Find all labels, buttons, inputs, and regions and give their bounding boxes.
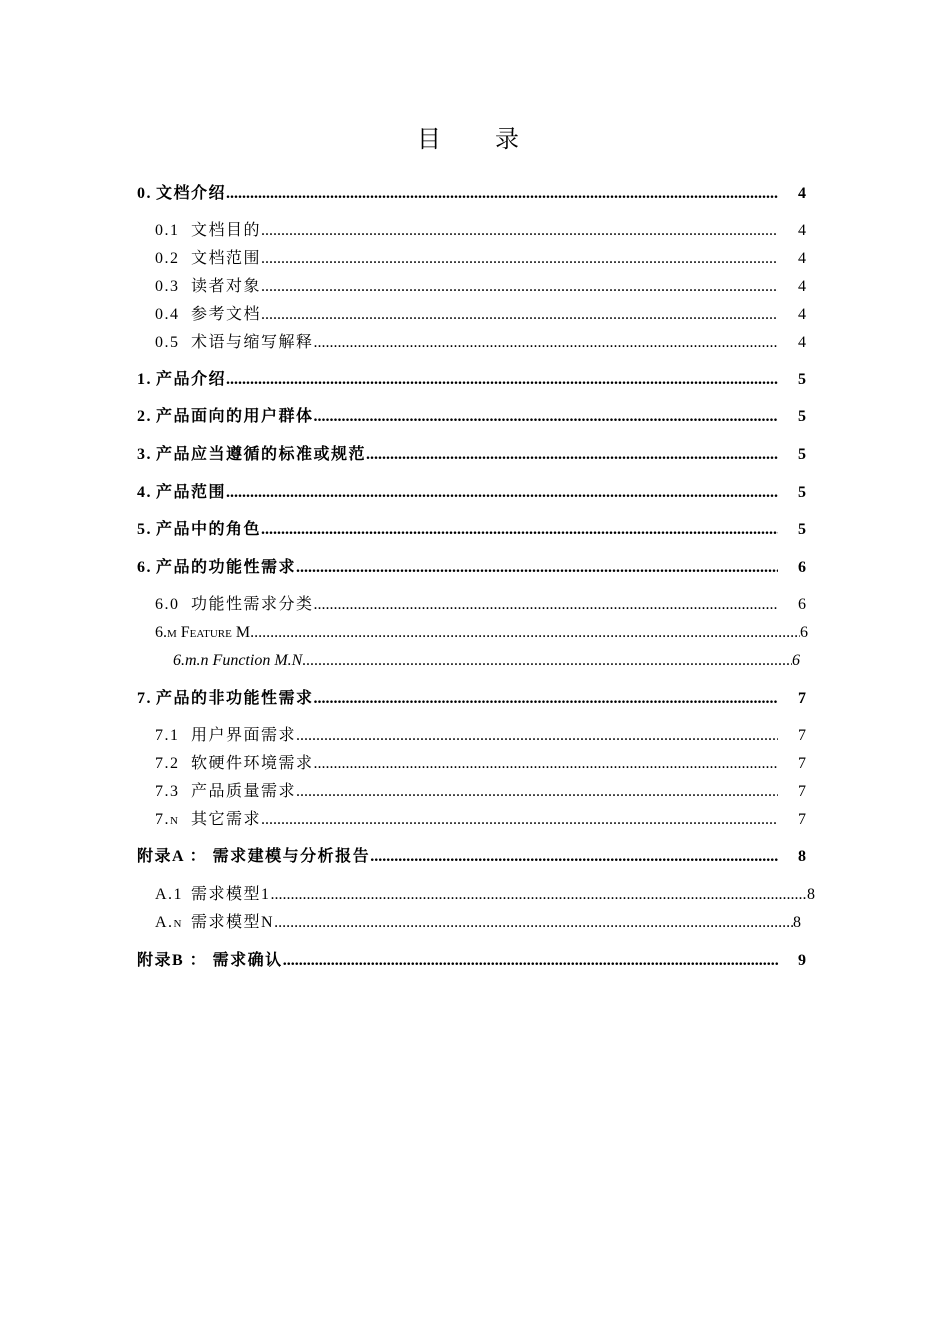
toc-title: 产品的功能性需求 xyxy=(156,559,297,576)
toc-title: 术语与缩写解释 xyxy=(191,334,314,351)
toc-number: A.n xyxy=(155,914,183,931)
toc-leader xyxy=(296,781,778,803)
toc-leader xyxy=(314,332,778,354)
toc-entry[interactable] xyxy=(137,519,806,541)
toc-leader xyxy=(314,688,778,710)
toc-page-number: 5 xyxy=(798,484,806,501)
toc-title: 文档介绍 xyxy=(156,185,227,202)
toc-leader xyxy=(226,183,778,205)
toc-page-number: 8 xyxy=(798,848,806,865)
toc-page-number: 6 xyxy=(792,652,800,669)
toc-page-number: 4 xyxy=(798,278,806,295)
toc-leader xyxy=(283,950,778,972)
toc-entry[interactable] xyxy=(137,183,806,205)
toc-title: 其它需求 xyxy=(191,811,262,828)
toc-title: 附录B ： 需求确认 xyxy=(137,952,283,969)
toc-title: 产品质量需求 xyxy=(191,783,297,800)
toc-entry[interactable] xyxy=(137,688,806,710)
toc-page-number: 4 xyxy=(798,306,806,323)
toc-title: 文档范围 xyxy=(191,250,262,267)
toc-entry[interactable] xyxy=(173,650,800,672)
toc-title: 用户界面需求 xyxy=(191,727,297,744)
toc-entry[interactable] xyxy=(155,809,806,831)
toc-page-number: 4 xyxy=(798,250,806,267)
toc-title: 产品介绍 xyxy=(156,371,227,388)
toc-leader xyxy=(274,912,793,934)
toc-leader xyxy=(370,846,778,868)
toc-title: 6.m.n Function M.N xyxy=(173,652,303,669)
toc-page-number: 4 xyxy=(798,222,806,239)
toc-entry[interactable] xyxy=(137,557,806,579)
toc-entry[interactable] xyxy=(137,444,806,466)
toc-page-number: 7 xyxy=(798,755,806,772)
toc-title: 产品面向的用户群体 xyxy=(156,408,314,425)
toc-page-number: 7 xyxy=(798,690,806,707)
toc-leader xyxy=(261,220,778,242)
toc-page-number: 7 xyxy=(798,811,806,828)
toc-page-number: 5 xyxy=(798,408,806,425)
toc-leader xyxy=(261,519,778,541)
toc-entry[interactable] xyxy=(155,220,806,242)
toc-number: A.1 xyxy=(155,886,184,903)
toc-leader xyxy=(261,276,778,298)
toc-title: 6.m Feature M xyxy=(155,624,251,641)
toc-title: 读者对象 xyxy=(191,278,262,295)
toc-title: 产品的非功能性需求 xyxy=(156,690,314,707)
toc-leader xyxy=(314,753,778,775)
toc-entry[interactable] xyxy=(155,248,806,270)
toc-leader xyxy=(261,809,778,831)
toc-leader xyxy=(366,444,778,466)
toc-leader xyxy=(226,369,778,391)
toc-page-number: 8 xyxy=(807,886,815,903)
toc-leader xyxy=(296,557,778,579)
toc-entry[interactable] xyxy=(137,846,806,868)
toc-number: 7.1 xyxy=(155,727,180,744)
toc-page-number: 6 xyxy=(798,596,806,613)
toc-title: 需求模型1 xyxy=(191,886,271,903)
toc-page-number: 6 xyxy=(798,559,806,576)
toc-number: 7.3 xyxy=(155,783,180,800)
toc-leader xyxy=(250,622,800,644)
toc-title: 文档目的 xyxy=(191,222,262,239)
toc-entry[interactable] xyxy=(137,369,806,391)
toc-title: 产品中的角色 xyxy=(156,521,262,538)
toc-number: 0.2 xyxy=(155,250,180,267)
toc-number: 6.0 xyxy=(155,596,180,613)
toc-entry[interactable] xyxy=(137,406,806,428)
toc-leader xyxy=(261,304,778,326)
toc-page-number: 4 xyxy=(798,334,806,351)
toc-number: 1. xyxy=(137,371,152,388)
toc-entry[interactable] xyxy=(155,276,806,298)
toc-page-number: 7 xyxy=(798,783,806,800)
toc-number: 3. xyxy=(137,446,152,463)
toc-entry[interactable] xyxy=(137,950,806,972)
toc-title: 功能性需求分类 xyxy=(191,596,314,613)
toc-leader xyxy=(261,248,778,270)
toc-number: 7.2 xyxy=(155,755,180,772)
toc-page-number: 7 xyxy=(798,727,806,744)
toc-number: 6. xyxy=(137,559,152,576)
toc-entry[interactable] xyxy=(155,594,806,616)
toc-leader xyxy=(296,725,778,747)
toc-leader xyxy=(226,482,778,504)
toc-page-number: 8 xyxy=(793,914,801,931)
toc-number: 0.5 xyxy=(155,334,180,351)
toc-number: 7.n xyxy=(155,811,180,828)
toc-page-number: 5 xyxy=(798,446,806,463)
toc-number: 0.1 xyxy=(155,222,180,239)
toc-page-number: 5 xyxy=(798,521,806,538)
toc-entry[interactable] xyxy=(155,912,801,934)
toc-entry[interactable] xyxy=(137,482,806,504)
toc-number: 5. xyxy=(137,521,152,538)
toc-number: 0.3 xyxy=(155,278,180,295)
toc-entry[interactable] xyxy=(155,304,806,326)
toc-leader xyxy=(314,594,778,616)
toc-title: 参考文档 xyxy=(191,306,262,323)
toc-number: 0. xyxy=(137,185,152,202)
toc-entry[interactable] xyxy=(155,622,808,644)
toc-entry[interactable] xyxy=(155,332,806,354)
toc-number: 7. xyxy=(137,690,152,707)
toc-page-number: 9 xyxy=(798,952,806,969)
toc-title: 需求模型N xyxy=(191,914,275,931)
toc-title: 附录A ： 需求建模与分析报告 xyxy=(137,848,371,865)
toc-number: 0.4 xyxy=(155,306,180,323)
toc-leader xyxy=(314,406,778,428)
toc-number: 4. xyxy=(137,484,152,501)
toc-title: 产品范围 xyxy=(156,484,227,501)
toc-entry[interactable] xyxy=(155,884,815,906)
toc-leader xyxy=(271,884,807,906)
toc-page-number: 5 xyxy=(798,371,806,388)
toc-page-number: 6 xyxy=(800,624,808,641)
toc-title: 软硬件环境需求 xyxy=(191,755,314,772)
toc-entry[interactable] xyxy=(155,781,806,803)
toc-entry[interactable] xyxy=(155,753,806,775)
page-title: 目 录 xyxy=(417,127,543,153)
toc-entry[interactable] xyxy=(155,725,806,747)
toc-page-number: 4 xyxy=(798,185,806,202)
toc-number: 2. xyxy=(137,408,152,425)
toc-leader xyxy=(302,650,792,672)
toc-title: 产品应当遵循的标准或规范 xyxy=(156,446,367,463)
